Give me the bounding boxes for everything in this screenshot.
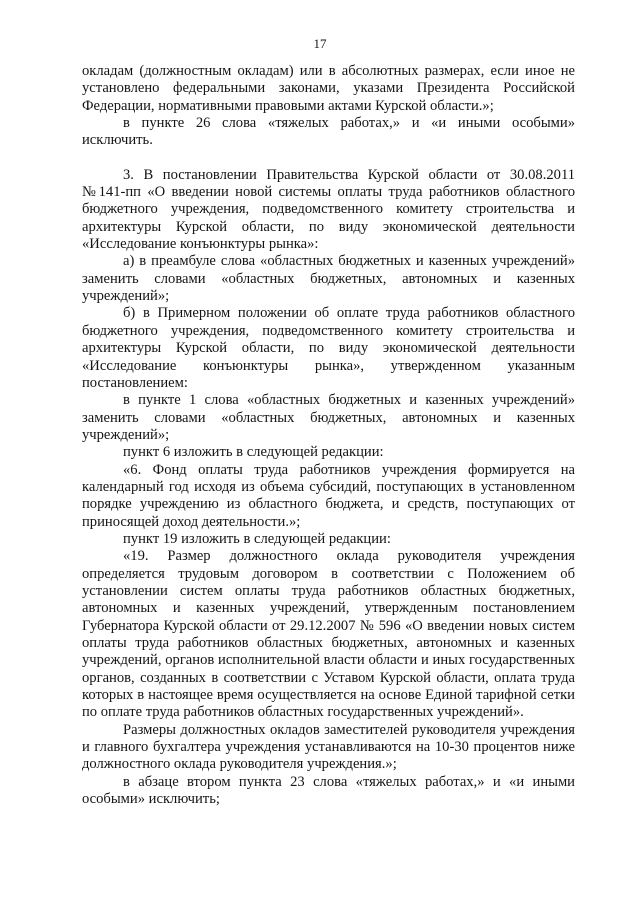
paragraph-item-26: в пункте 26 слова «тяжелых работах,» и «и иными особыми» исключить. <box>82 115 575 149</box>
paragraph-item-6-text: «6. Фонд оплаты труда работников учреждения формируется на календарный год исходя из объема субсидий, поступающих в установленном порядке учреждению из областного бюджета, и средств, поступающих от приносящей доход деятельности.»; <box>82 461 575 530</box>
paragraph-subitem-b: б) в Примерном положении об оплате труда работников областного бюджетного учреждения, подведомственного комитету строительства и архитектуры Курской области, по виду экономической деятельности «Исследование конъюнктуры рынка», утвержденном указанным постановлением: <box>82 305 575 391</box>
paragraph-item-19-text: «19. Размер должностного оклада руководителя учреждения определяется трудовым договором в соответствии с Положением об установлении систем оплаты труда работников областных бюджетных, автономных и казенных учреждений, утвержденным постановлением Губернатора Курской области от 29.12.2007 № 596 «О введении новых систем оплаты труда работников областных бюджетных, автономных и казенных учреждений, органов исполнительной власти области и иных государственных органов, созданных в соответствии с Уставом Курской области, оплата труда которых в настоящее время осуществляется на основе Единой тарифной сетки по оплате труда работников областных государственных учреждений». <box>82 548 575 721</box>
page-number: 17 <box>313 36 327 51</box>
paragraph-subitem-a: а) в преамбуле слова «областных бюджетных и казенных учреждений» заменить словами «областных бюджетных, автономных и казенных учреждений»; <box>82 253 575 305</box>
paragraph-continuation: окладам (должностным окладам) или в абсолютных размерах, если иное не установлено федеральными законами, указами Президента Российской Федерации, нормативными правовыми актами Курской области.»; <box>82 63 575 114</box>
document-body <box>82 63 575 808</box>
paragraph-item-6-intro: пункт 6 изложить в следующей редакции: <box>123 444 384 461</box>
paragraph-deputy-salaries: Размеры должностных окладов заместителей руководителя учреждения и главного бухгалтера учреждения устанавливаются на 10-30 процентов ниже должностного оклада руководителя учреждения.»; <box>82 721 575 773</box>
paragraph-section-3: 3. В постановлении Правительства Курской области от 30.08.2011 №141-пп «О введении новой системы оплаты труда работников областного бюджетного учреждения, подведомственного комитету строительства и архитектуры Курской области, по виду экономической деятельности «Исследование конъюнктуры рынка»: <box>82 166 575 253</box>
paragraph-item-1: в пункте 1 слова «областных бюджетных и казенных учреждений» заменить словами «областных бюджетных, автономных и казенных учреждений»; <box>82 392 575 443</box>
paragraph-item-19-intro: пункт 19 изложить в следующей редакции: <box>123 530 391 547</box>
paragraph-item-23: в абзаце втором пункта 23 слова «тяжелых работах,» и «и иными особыми» исключить; <box>82 773 575 808</box>
